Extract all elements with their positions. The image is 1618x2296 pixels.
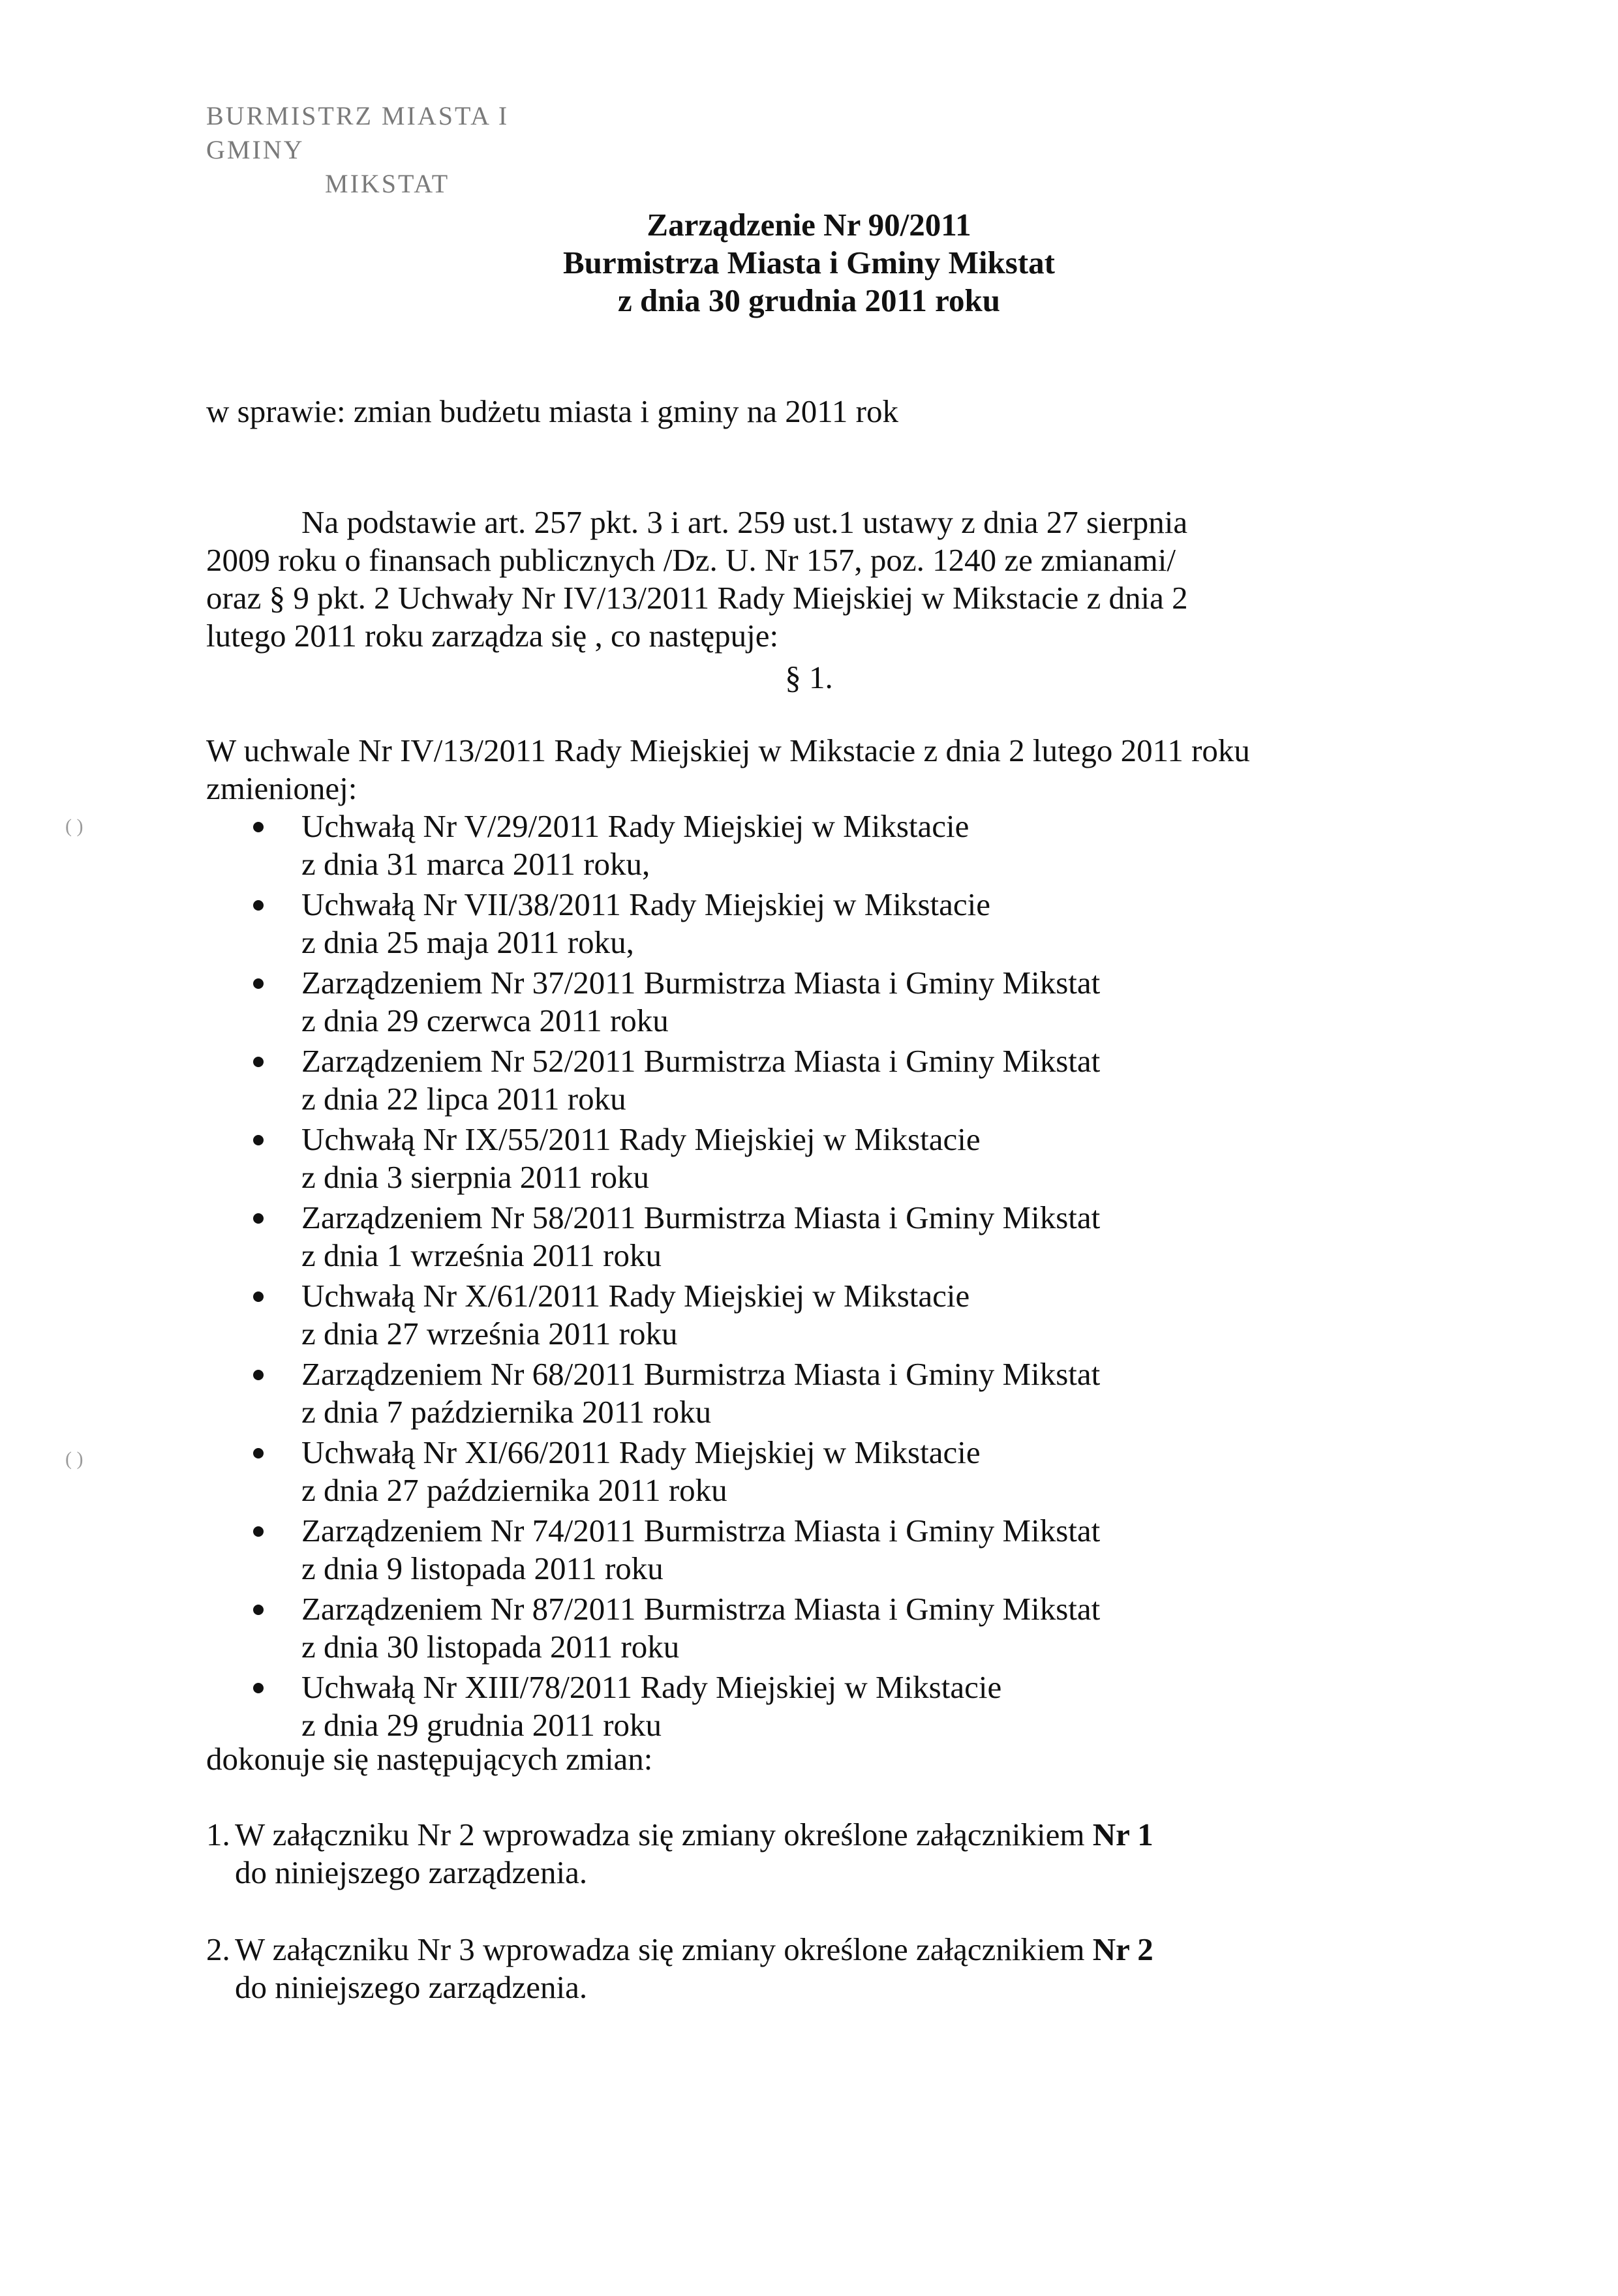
list-item: Uchwałą Nr X/61/2011 Rady Miejskiej w Mikstacie z dnia 27 września 2011 roku	[244, 1277, 1100, 1354]
list-item: Zarządzeniem Nr 68/2011 Burmistrza Miasta i Gminy Mikstat z dnia 7 października 2011 roku	[244, 1355, 1100, 1432]
list-item: Uchwałą Nr VII/38/2011 Rady Miejskiej w Mikstacie z dnia 25 maja 2011 roku,	[244, 886, 1100, 963]
item-text: W załączniku Nr 2 wprowadza się zmiany określone załącznikiem	[235, 1817, 1093, 1852]
bullet-icon	[253, 1370, 264, 1380]
list-item: Uchwałą Nr XI/66/2011 Rady Miejskiej w Mikstacie z dnia 27 października 2011 roku	[244, 1434, 1100, 1511]
list-item: Zarządzeniem Nr 74/2011 Burmistrza Miasta i Gminy Mikstat z dnia 9 listopada 2011 roku	[244, 1512, 1100, 1589]
subject-line: w sprawie: zmian budżetu miasta i gminy na 2011 rok	[206, 393, 898, 429]
bullet-icon	[253, 1683, 264, 1693]
paragraph-sign: § 1.	[785, 659, 833, 695]
bullet-icon	[253, 1135, 264, 1145]
bullet-icon	[253, 1213, 264, 1224]
stamp-line-1: BURMISTRZ MIASTA I GMINY	[206, 101, 510, 164]
punch-hole-mark: ( )	[65, 815, 84, 837]
list-item: Uchwałą Nr IX/55/2011 Rady Miejskiej w Mikstacie z dnia 3 sierpnia 2011 roku	[244, 1121, 1100, 1198]
change-item-2	[206, 1931, 1381, 2006]
bullet-icon	[253, 1057, 264, 1067]
document-title	[0, 206, 1618, 320]
bullet-icon	[253, 1448, 264, 1458]
change-item-1	[206, 1816, 1381, 1892]
bullet-icon	[253, 1605, 264, 1615]
list-item: Uchwałą Nr V/29/2011 Rady Miejskiej w Mikstacie z dnia 31 marca 2011 roku,	[244, 808, 1100, 884]
list-item: Uchwałą Nr XIII/78/2011 Rady Miejskiej w Mikstacie z dnia 29 grudnia 2011 roku	[244, 1669, 1100, 1745]
bullet-icon	[253, 900, 264, 911]
list-item: Zarządzeniem Nr 87/2011 Burmistrza Miasta i Gminy Mikstat z dnia 30 listopada 2011 roku	[244, 1590, 1100, 1667]
bullet-icon	[253, 1292, 264, 1302]
item-continuation: do niniejszego zarządzenia.	[235, 1854, 588, 1890]
bullet-icon	[253, 1526, 264, 1537]
title-line-2: Burmistrza Miasta i Gminy Mikstat	[563, 245, 1055, 280]
item-bold-ref: Nr 2	[1092, 1931, 1153, 1967]
bullet-icon	[253, 978, 264, 989]
punch-hole-mark: ( )	[65, 1448, 84, 1470]
closing-line: dokonuje się następujących zmian:	[206, 1741, 653, 1777]
amendments-list	[244, 808, 1100, 1747]
stamp-line-2: MIKSTAT	[325, 169, 450, 198]
intro-paragraph: W uchwale Nr IV/13/2011 Rady Miejskiej w Mikstacie z dnia 2 lutego 2011 roku zmienionej:	[206, 733, 1250, 806]
legal-basis-paragraph: Na podstawie art. 257 pkt. 3 i art. 259 ust.1 ustawy z dnia 27 sierpnia 2009 roku o finansach publicznych /Dz. U. Nr 157, poz. 1240 ze zmianami/ oraz § 9 pkt. 2 Uchwały Nr IV/13/2011 Rady Miejskiej w Mikstacie z dnia 2 lutego 2011 roku zarządza się , co następuje:	[206, 504, 1188, 654]
item-number: 2.	[206, 1931, 230, 1967]
list-item: Zarządzeniem Nr 58/2011 Burmistrza Miasta i Gminy Mikstat z dnia 1 września 2011 roku	[244, 1199, 1100, 1276]
list-item: Zarządzeniem Nr 52/2011 Burmistrza Miasta i Gminy Mikstat z dnia 22 lipca 2011 roku	[244, 1042, 1100, 1119]
bullet-icon	[253, 822, 264, 832]
title-line-3: z dnia 30 grudnia 2011 roku	[618, 282, 1000, 318]
item-text: W załączniku Nr 3 wprowadza się zmiany określone załącznikiem	[235, 1931, 1093, 1967]
list-item: Zarządzeniem Nr 37/2011 Burmistrza Miasta i Gminy Mikstat z dnia 29 czerwca 2011 roku	[244, 964, 1100, 1041]
title-line-1: Zarządzenie Nr 90/2011	[647, 207, 971, 243]
item-number: 1.	[206, 1817, 230, 1852]
item-bold-ref: Nr 1	[1092, 1817, 1153, 1852]
item-continuation: do niniejszego zarządzenia.	[235, 1969, 588, 2005]
office-stamp	[206, 99, 598, 201]
